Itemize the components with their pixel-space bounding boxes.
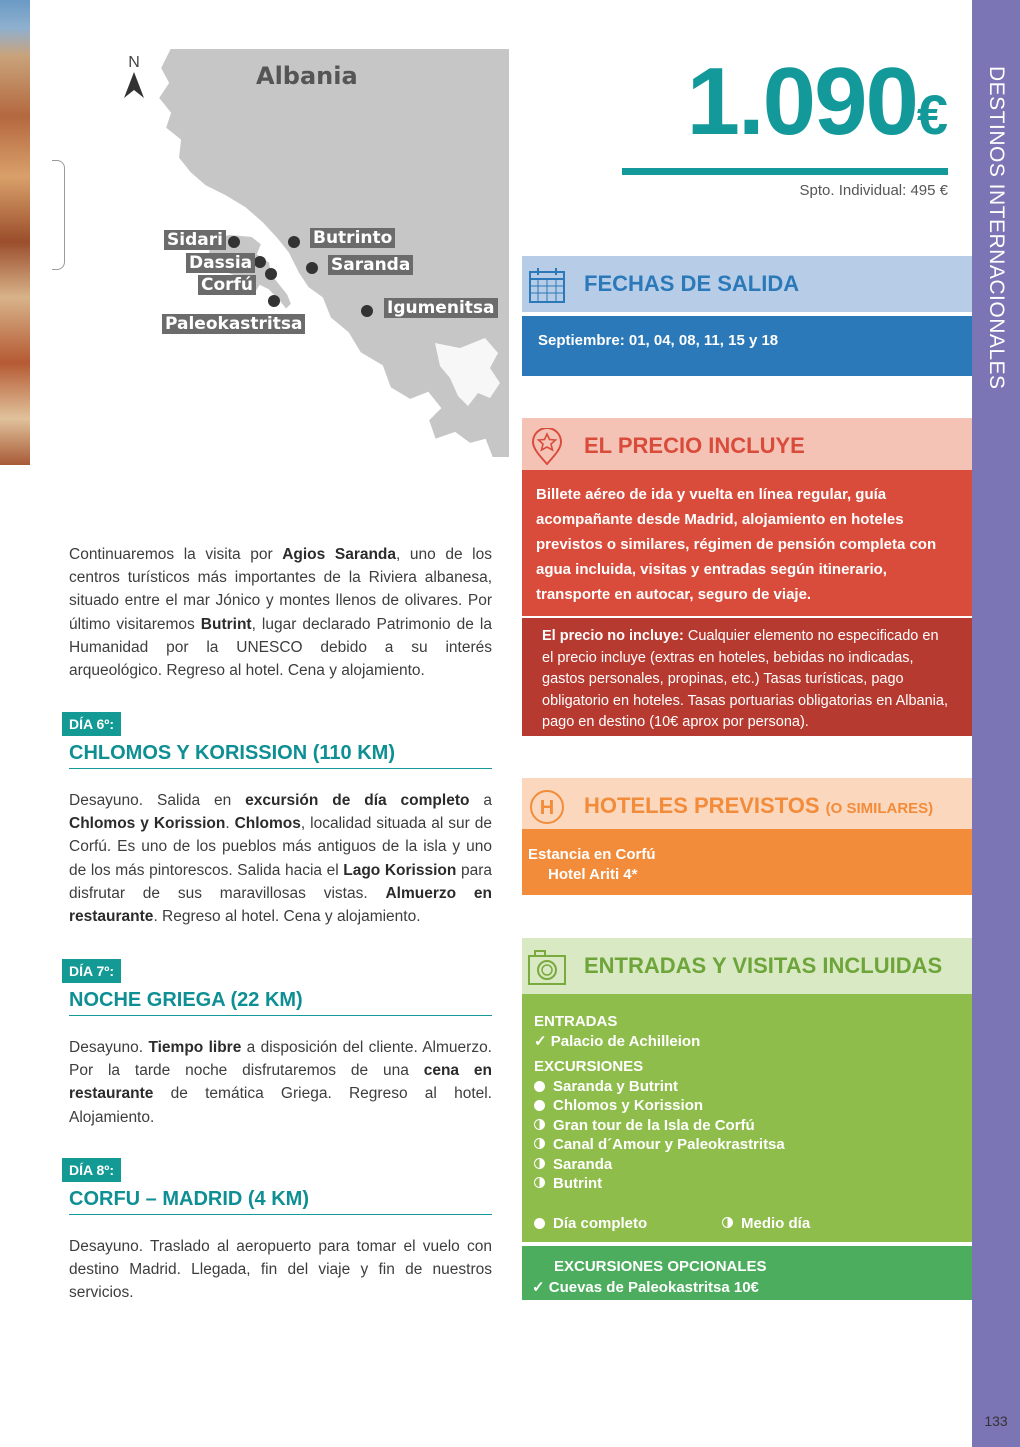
place-label-igumenitsa: Igumenitsa [384,298,498,318]
country-label: Albania [256,62,358,90]
excursiones-label: EXCURSIONES [534,1058,644,1075]
opcional-text: Cuevas de Paleokastritsa 10€ [548,1279,759,1296]
sidebar-label: DESTINOS INTERNACIONALES [985,66,1008,390]
hoteles-title-sub: (O SIMILARES) [825,800,934,817]
camera-icon [528,948,566,986]
text-run: . Regreso al hotel. Cena y alojamiento. [153,908,421,926]
text-run-bold: cena en restaurante [69,1062,492,1103]
check-icon: ✓ [532,1279,545,1296]
excursion-item [534,1135,960,1155]
legend-full [534,1214,647,1234]
hoteles-body [522,829,972,895]
place-label-corfu: Corfú [198,275,256,295]
hoteles-title-main: HOTELES PREVISTOS [584,793,820,818]
price-divider [622,168,948,175]
day7-paragraph [69,1036,492,1129]
legend-half [722,1214,810,1234]
entradas-item-text: Palacio de Achilleion [550,1032,701,1050]
text-run: a [469,792,492,809]
excursion-item [534,1155,960,1175]
incluye-header [522,418,972,474]
day7-title: NOCHE GRIEGA (22 KM) [69,989,492,1016]
incluye-title: EL PRECIO INCLUYE [584,433,805,458]
text-run-bold: Butrint [200,615,252,633]
text-run: Desayuno. [69,1039,149,1056]
place-label-sidari: Sidari [164,230,226,250]
price-currency: € [916,83,948,146]
excursion-text: Saranda [553,1155,613,1173]
fechas-header [522,256,972,312]
sidebar-label-wrap [972,66,1020,406]
excursion-text: Gran tour de la Isla de Corfú [553,1116,755,1134]
excursion-text: Butrint [553,1175,603,1192]
entradas-title: ENTRADAS Y VISITAS INCLUIDAS [584,953,943,978]
hotel-stay: Estancia en Corfú [528,846,656,863]
excursion-text: Saranda y Butrint [553,1077,679,1095]
no-incluye-text: Cualquier elemento no especificado en el precio incluye (extras en hoteles, bebidas no indicadas, gastos personales, propinas, etc.) Tasas turísticas, pago obligatorio en hoteles. Tasas portuarias obligatorias en Albania, pago en destino (10€ aprox por persona). [542,628,948,730]
dot-saranda [306,262,318,274]
text-run: . [225,815,235,833]
entradas-label: ENTRADAS [534,1013,618,1030]
opcionales-label: EXCURSIONES OPCIONALES [554,1258,767,1275]
excursion-text: Chlomos y Korission [553,1097,704,1114]
excursion-item [534,1116,960,1136]
text-run-bold: excursión de día completo [245,792,470,809]
opcionales-body [522,1246,972,1300]
calendar-icon [528,266,566,304]
place-label-butrinto: Butrinto [310,228,395,248]
text-run: Continuaremos la visita por [69,546,283,563]
opcional-item [532,1277,962,1298]
text-run-bold: Chlomos y Korission [69,815,226,833]
day7-badge: DÍA 7º: [62,959,121,983]
half-day-icon [534,1138,545,1149]
excursion-item [534,1096,960,1116]
star-pin-icon [528,428,566,466]
full-day-icon [534,1081,545,1092]
single-supplement: Spto. Individual: 495 € [799,182,948,199]
text-run: , lugar declarado Patrimonio de la Humanidad por la UNESCO debido a su interés arqueológico. Regreso al hotel. Cena y alojamiento. [69,615,492,680]
place-label-paleokastritsa: Paleokastritsa [162,314,305,334]
excursion-item [534,1077,960,1097]
check-icon: ✓ [534,1032,547,1050]
text-run: para disfrutar de sus maravillosas vistas. [69,861,492,902]
dot-corfu [265,268,277,280]
page-number: 133 [984,1413,1008,1429]
text-run: a disposición del cliente. Almuerzo. Por la tarde noche disfrutaremos de una [69,1039,492,1080]
entradas-header [522,938,972,994]
day6-title: CHLOMOS Y KORISSION (110 KM) [69,742,492,769]
day8-title: CORFU – MADRID (4 KM) [69,1188,492,1215]
text-run-bold: Tiempo libre [148,1039,242,1056]
legend-half-text: Medio día [741,1214,811,1232]
text-run: Desayuno. Salida en [69,792,246,809]
hotel-name: Hotel Ariti 4* [548,866,638,883]
fechas-body [522,316,972,376]
text-run-bold: Chlomos [234,815,301,833]
legend [534,1214,960,1234]
fechas-title: FECHAS DE SALIDA [584,271,800,296]
dot-paleokastritsa [268,295,280,307]
dot-igumenitsa [361,305,373,317]
day6-paragraph [69,789,492,928]
north-arrow [124,54,144,104]
legend-full-text: Día completo [553,1214,648,1232]
route-map [30,48,510,458]
svg-text:H: H [539,797,555,819]
text-run-bold: Almuerzo en restaurante [69,884,493,926]
full-day-icon [534,1218,545,1229]
fechas-text: Septiembre: 01, 04, 08, 11, 15 y 18 [538,332,779,349]
day8-badge: DÍA 8º: [62,1158,121,1182]
half-day-icon [534,1119,545,1130]
place-label-saranda: Saranda [328,255,413,275]
incluye-body [522,470,972,616]
full-day-icon [534,1100,545,1111]
price [600,48,948,165]
text-run-bold: Agios Saranda [282,546,397,563]
no-incluye-body [522,618,972,736]
north-label: N [128,54,140,71]
intro-paragraph [69,543,492,682]
dot-sidari [228,236,240,248]
half-day-icon [534,1158,545,1169]
day8-paragraph: Desayuno. Traslado al aeropuerto para tomar el vuelo con destino Madrid. Llegada, fin del viaje y fin de nuestros servicios. [69,1238,492,1302]
dot-dassia [254,256,266,268]
text-run-bold: Lago Korission [343,861,457,879]
hoteles-header [522,778,972,834]
entradas-item [534,1032,960,1052]
text-run: de temática Griega. Regreso al hotel. Alojamiento. [69,1085,492,1126]
no-incluye-label: El precio no incluye: [542,628,684,644]
excursion-item [534,1174,960,1194]
half-day-icon [722,1217,733,1228]
entradas-body [522,994,972,1242]
price-amount: 1.090 [686,48,917,155]
excursion-text: Canal d´Amour y Paleokrastritsa [553,1136,785,1153]
text-run: , uno de los centros turísticos más importantes de la Riviera albanesa, situado entre el mar Jónico y montes llenos de olivares. Por último visitaremos [69,546,492,633]
cover-photo-strip [0,0,30,465]
incluye-text: Billete aéreo de ida y vuelta en línea regular, guía acompañante desde Madrid, alojamiento en hoteles previstos o similares, régimen de pensión completa con agua incluida, visitas y entradas según itinerario, transporte en autocar, seguro de viaje. [536,486,937,603]
place-label-dassia: Dassia [186,253,255,273]
text-run: , localidad situada al sur de Corfú. Es uno de los pueblos más antiguos de la isla y uno de los más pintorescos. Salida hacia el [69,815,492,879]
hotel-icon [528,788,566,826]
dot-butrinto [288,236,300,248]
half-day-icon [534,1177,545,1188]
day6-badge: DÍA 6º: [62,712,121,736]
